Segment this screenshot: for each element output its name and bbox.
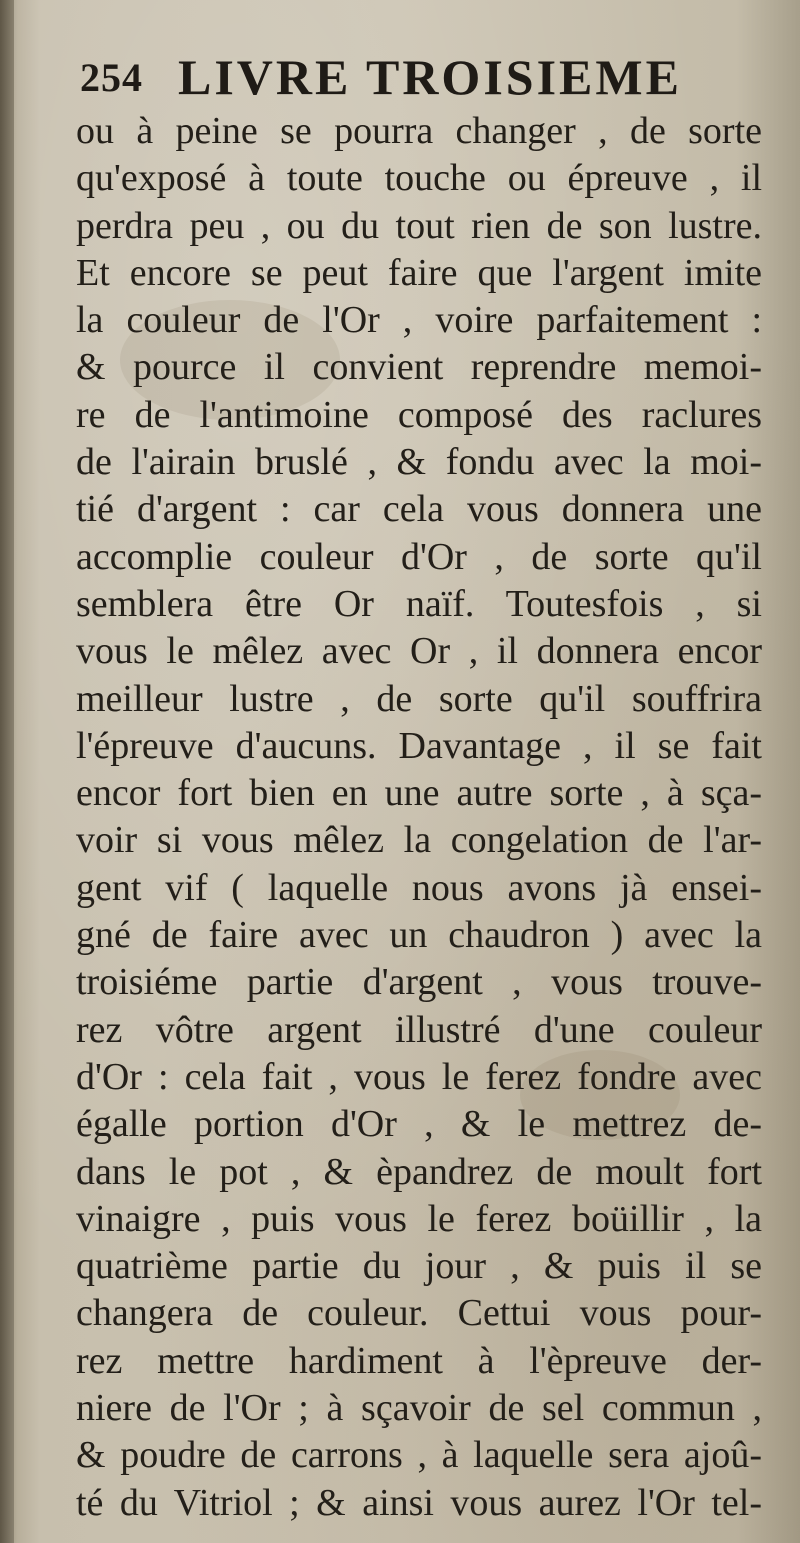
text-line: de l'airain bruslé , & fondu avec la moi-: [76, 441, 762, 484]
text-line: vinaigre , puis vous le ferez boüillir , la: [76, 1197, 762, 1240]
text-line: qu'exposé à toute touche ou épreuve , il: [76, 157, 762, 200]
text-line: Et encore se peut faire que l'argent imite: [76, 251, 762, 294]
text-line: rez mettre hardiment à l'èpreuve der-: [76, 1339, 762, 1382]
text-line: dans le pot , & èpandrez de moult fort: [76, 1150, 762, 1193]
page-header: [80, 48, 740, 108]
running-head: LIVRE TROISIEME: [178, 49, 682, 105]
text-line: niere de l'Or ; à sçavoir de sel commun ,: [76, 1387, 762, 1430]
text-line: l'épreuve d'aucuns. Davantage , il se fait: [76, 724, 762, 767]
text-line: re de l'antimoine composé des raclures: [76, 393, 762, 436]
text-line: ou à peine se pourra changer , de sorte: [76, 110, 762, 152]
text-line: accomplie couleur d'Or , de sorte qu'il: [76, 535, 762, 578]
text-line: vous le mêlez avec Or , il donnera encor: [76, 630, 762, 673]
page-gutter-shadow: [0, 0, 14, 1543]
text-line: rez vôtre argent illustré d'une couleur: [76, 1008, 762, 1051]
text-line: la couleur de l'Or , voire parfaitement :: [76, 299, 762, 342]
text-line: semblera être Or naïf. Toutesfois , si: [76, 582, 762, 625]
text-line: encor fort bien en une autre sorte , à sça-: [76, 772, 762, 815]
text-line: égalle portion d'Or , & le mettrez de-: [76, 1103, 762, 1146]
text-line: té du Vitriol ; & ainsi vous aurez l'Or tel-: [76, 1481, 762, 1524]
text-line: troisiéme partie d'argent , vous trouve-: [76, 961, 762, 1004]
text-line: perdra peu , ou du tout rien de son lustre.: [76, 204, 762, 247]
text-line: quatrième partie du jour , & puis il se: [76, 1245, 762, 1288]
text-line: meilleur lustre , de sorte qu'il souffrira: [76, 677, 762, 720]
text-line: changera de couleur. Cettui vous pour-: [76, 1292, 762, 1335]
text-line: & pource il convient reprendre memoi-: [76, 346, 762, 389]
text-line: gent vif ( laquelle nous avons jà ensei-: [76, 866, 762, 909]
text-line: d'Or : cela fait , vous le ferez fondre avec: [76, 1055, 762, 1098]
text-line: gné de faire avec un chaudron ) avec la: [76, 914, 762, 957]
text-line: & poudre de carrons , à laquelle sera ajoû-: [76, 1434, 762, 1477]
body-text: [76, 108, 762, 1527]
page-number: 254: [80, 55, 143, 100]
text-line: voir si vous mêlez la congelation de l'ar-: [76, 819, 762, 862]
text-line: tié d'argent : car cela vous donnera une: [76, 488, 762, 531]
